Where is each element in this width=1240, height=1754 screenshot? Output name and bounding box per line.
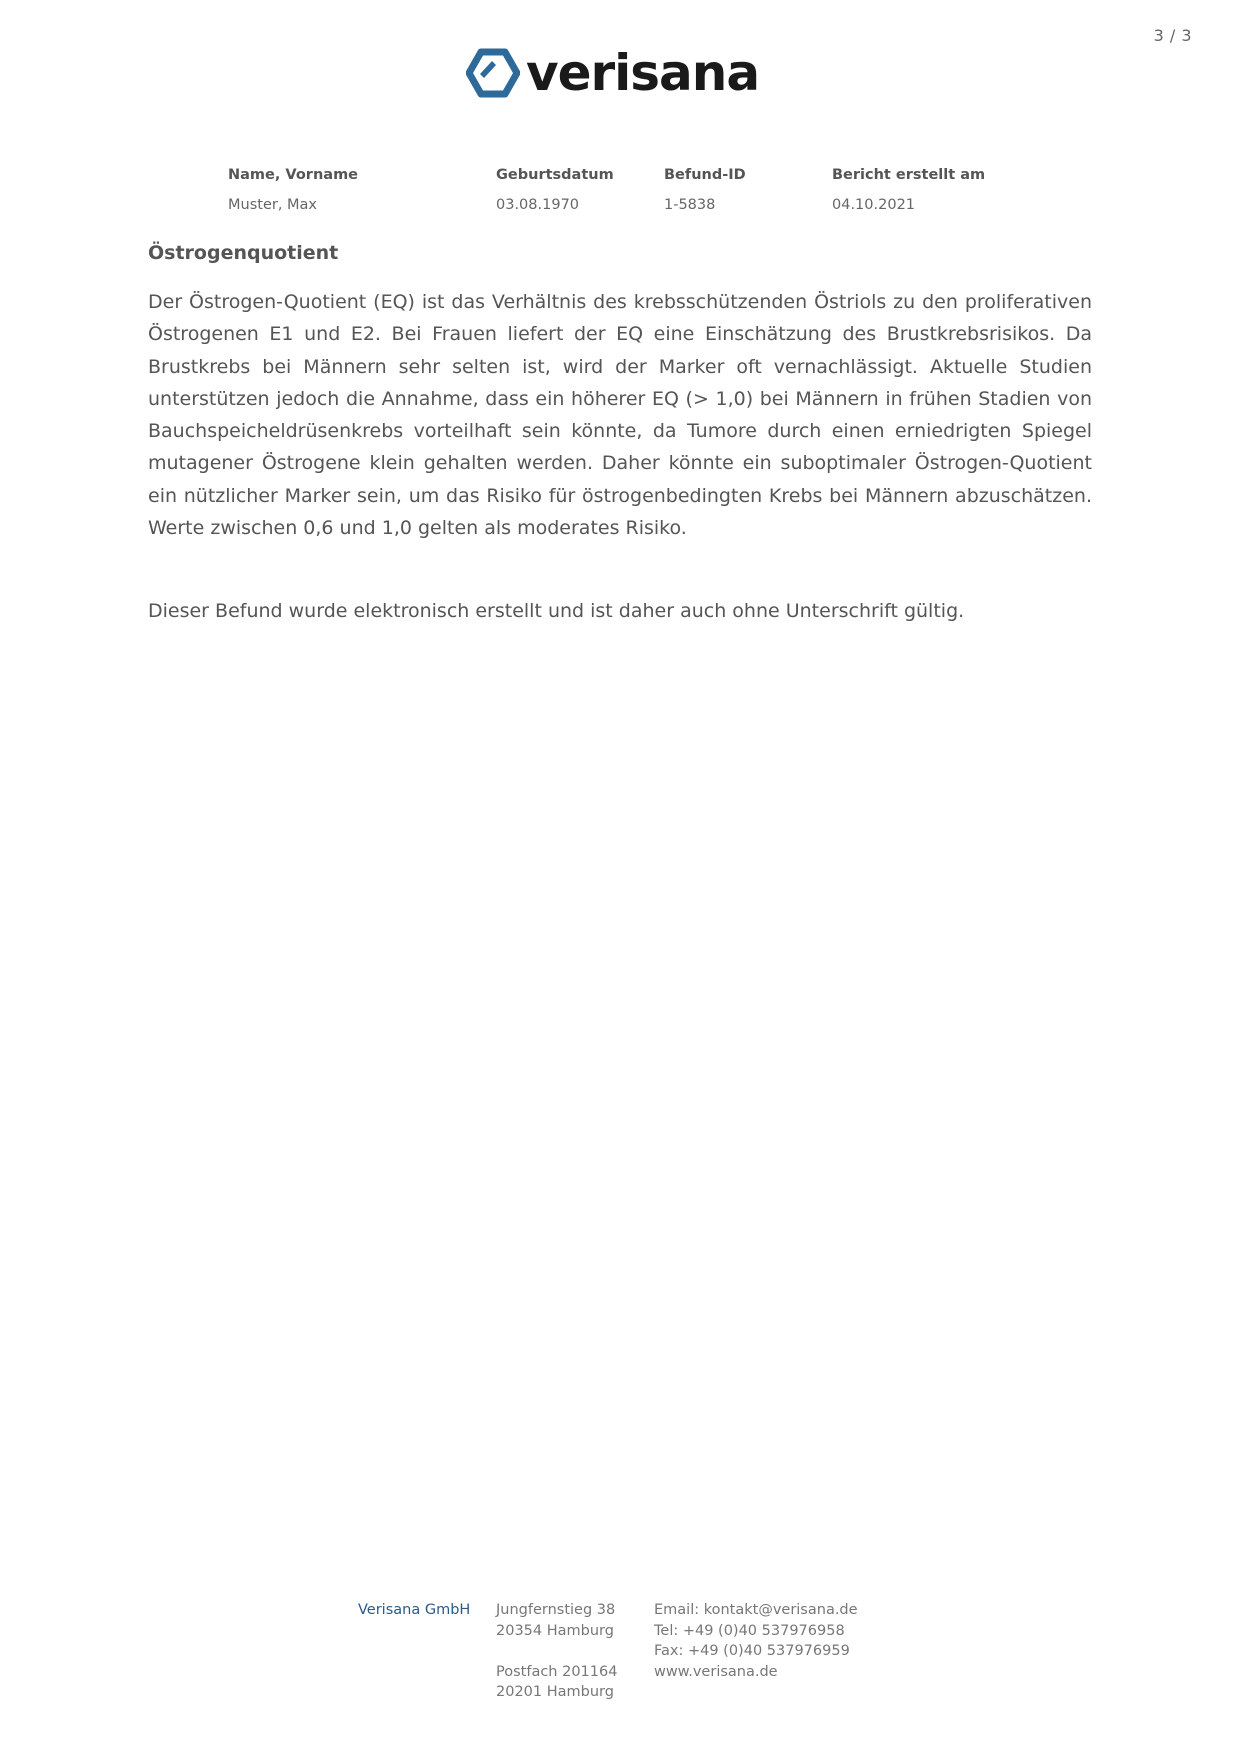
- footer-email: Email: kontakt@verisana.de: [654, 1602, 858, 1618]
- footer-postbox-city: 20201 Hamburg: [496, 1684, 614, 1700]
- footer-address-street: Jungfernstieg 38: [496, 1602, 616, 1618]
- section-paragraph: Der Östrogen-Quotient (EQ) ist das Verhältnis des krebsschützenden Östriols zu den proliferativen Östrogenen E1 und E2. Bei Frauen liefert der EQ eine Einschätzung des Brustkrebsrisikos. Da Brustkrebs bei Männern sehr selten ist, wird der Marker oft vernachlässigt. Aktuelle Studien unterstützen jedoch die Annahme, dass ein höherer EQ (> 1,0) bei Männern in frühen Stadien von Bauchspeicheldrüsenkrebs vorteilhaft sein könnte, da Tumore durch einen erniedrigten Spiegel mutagener Östrogene klein gehalten werden. Daher könnte ein suboptimaler Östrogen-Quotient ein nützlicher Marker sein, um das Risiko für östrogenbedingten Krebs bei Männern abzuschätzen. Werte zwischen 0,6 und 1,0 gelten als moderates Risiko.: [148, 291, 1092, 540]
- patient-info-header-row: [228, 160, 1028, 190]
- footer-address: [496, 1600, 654, 1703]
- footer-address-city: 20354 Hamburg: [496, 1622, 614, 1639]
- section-title: Östrogenquotient: [148, 242, 339, 264]
- footer-company: [358, 1600, 496, 1703]
- footer-spacer: [496, 1641, 654, 1662]
- value-name: Muster, Max: [228, 197, 318, 213]
- footer-tel: Tel: +49 (0)40 537976958: [654, 1622, 845, 1639]
- footer-fax: Fax: +49 (0)40 537976959: [654, 1643, 850, 1659]
- header-report-date: Bericht erstellt am: [832, 167, 986, 183]
- signature-note: Dieser Befund wurde elektronisch erstellt und ist daher auch ohne Unterschrift gültig.: [148, 600, 965, 622]
- verisana-logo: [466, 44, 760, 102]
- hexagon-logo-icon: [466, 48, 520, 98]
- page-number: 3 / 3: [1153, 26, 1192, 45]
- footer-company-name: Verisana GmbH: [358, 1602, 471, 1618]
- patient-info-value-row: [228, 190, 1028, 220]
- footer-website: www.verisana.de: [654, 1663, 778, 1680]
- value-birthdate: 03.08.1970: [496, 197, 580, 213]
- page-footer: [358, 1600, 874, 1703]
- patient-info-table: [228, 160, 1028, 220]
- value-findings-id: 1-5838: [664, 197, 716, 213]
- header-name: Name, Vorname: [228, 167, 359, 183]
- header-findings-id: Befund-ID: [664, 167, 746, 183]
- value-report-date: 04.10.2021: [832, 197, 916, 213]
- logo-wordmark: verisana: [526, 44, 760, 102]
- footer-postbox: Postfach 201164: [496, 1663, 618, 1680]
- header-birthdate: Geburtsdatum: [496, 167, 614, 183]
- footer-contact: [654, 1600, 874, 1703]
